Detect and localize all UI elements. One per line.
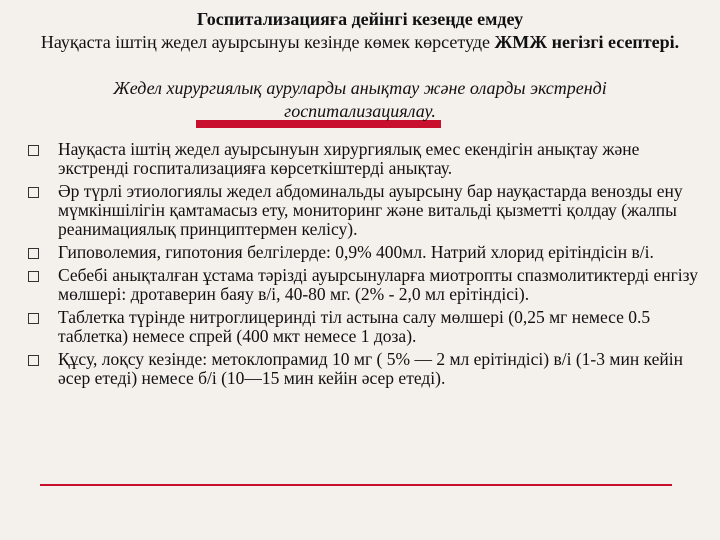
slide-title-text: Госпитализацияға дейінгі кезеңде емдеу bbox=[196, 9, 524, 29]
slide-title bbox=[20, 8, 700, 31]
bullet-text: Науқаста іштің жедел ауырсынуын хирургиялық емес екендігін анықтау және экстренді госпитализацияға көрсеткіштерді анықтау. bbox=[58, 139, 640, 178]
subtitle-bold-text: ЖМЖ негізгі есептері. bbox=[494, 32, 680, 52]
bullet-item bbox=[14, 350, 704, 388]
bullet-item bbox=[14, 308, 704, 346]
bullet-text: Себебі анықталған ұстама тәрізді ауырсынуларға миотропты спазмолитиктерді енгізу мөлшері: дротаверин баяу в/і, 40-80 мг. (2% - 2,0 мл ерітіндісі). bbox=[58, 265, 698, 304]
slide-subtitle bbox=[40, 31, 680, 54]
slide-subtitle-italic: Жедел хирургиялық ауруларды анықтау және оларды экстренді госпитализациялау. bbox=[113, 78, 607, 121]
checkbox-bullet-icon bbox=[28, 248, 39, 259]
bullet-item bbox=[14, 243, 704, 262]
bullet-text: Таблетка түрінде нитроглицеринді тіл астына салу мөлшері (0,25 мг немесе 0.5 таблетка) немесе спрей (400 мкт немесе 1 доза). bbox=[58, 307, 651, 346]
checkbox-bullet-icon bbox=[28, 145, 39, 156]
checkbox-bullet-icon bbox=[28, 187, 39, 198]
checkbox-bullet-icon bbox=[28, 271, 39, 282]
bullet-item bbox=[14, 266, 704, 304]
bullet-item bbox=[14, 140, 704, 178]
bullet-text: Гиповолемия, гипотония белгілерде: 0,9% 400мл. Натрий хлорид ерітіндісін в/і. bbox=[58, 242, 654, 262]
bullet-item bbox=[14, 182, 704, 239]
bullet-list bbox=[14, 140, 704, 392]
bullet-text: Әр түрлі этиологиялы жедел абдоминальды ауырсыну бар науқастарда венозды ену мүмкіншілігін қамтамасыз ету, мониторинг және витальді қызметті қолдау (жалпы реанимациялық принциптермен келісу). bbox=[58, 181, 683, 239]
subtitle-text: Науқаста іштің жедел ауырсынуы кезінде көмек көрсетуде bbox=[40, 32, 495, 52]
checkbox-bullet-icon bbox=[28, 313, 39, 324]
bullet-text: Құсу, лоқсу кезінде: метоклопрамид 10 мг ( 5% — 2 мл ерітіндісі) в/і (1-3 мин кейін әсер етеді) немесе б/і (10—15 мин кейін әсер етеді). bbox=[58, 349, 683, 388]
checkbox-bullet-icon bbox=[28, 355, 39, 366]
bottom-rule bbox=[40, 484, 672, 486]
